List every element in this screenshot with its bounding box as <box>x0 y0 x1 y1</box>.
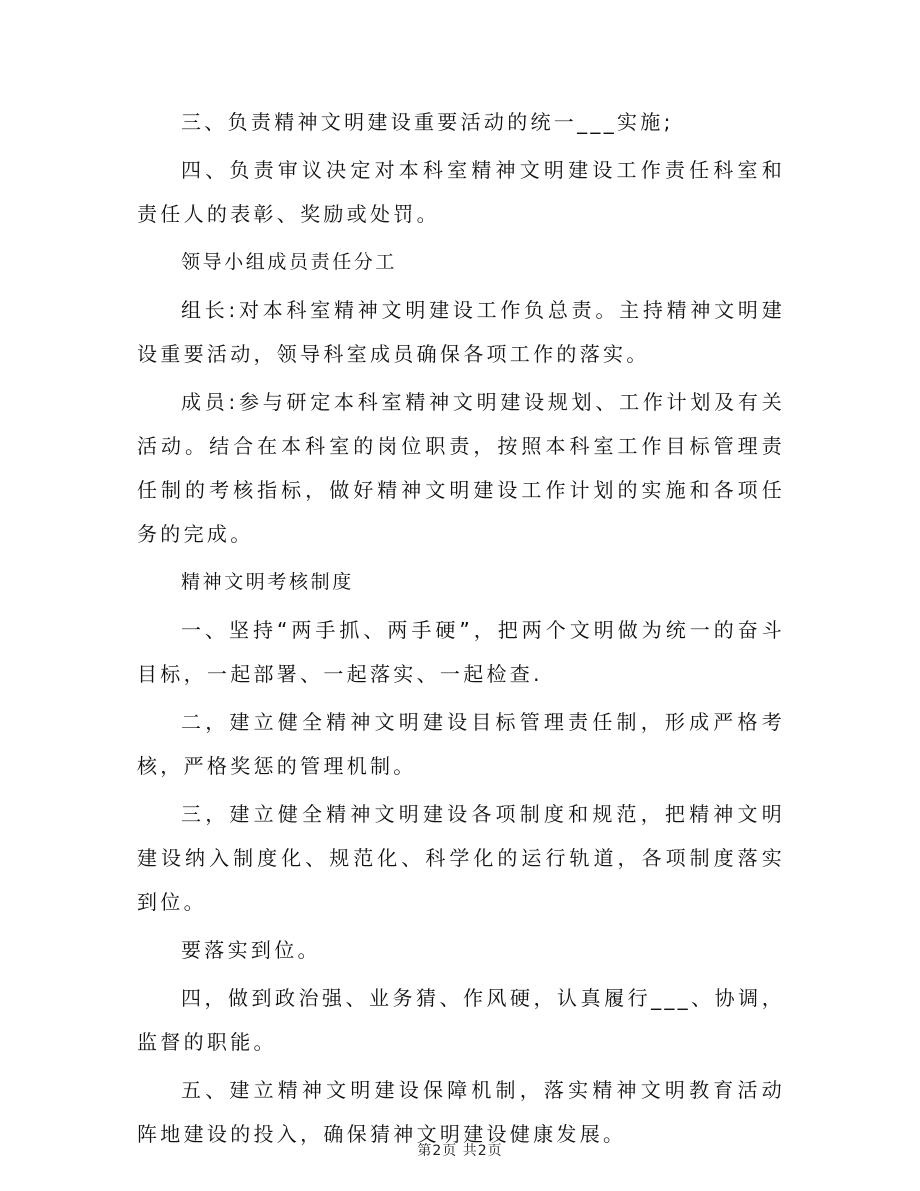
paragraph-rule-1: 一、坚持“两手抓、两手硬”，把两个文明做为统一的奋斗目标，一起部署、一起落实、一起检查. <box>137 618 785 686</box>
section-heading-system: 精神文明考核制度 <box>181 571 354 593</box>
paragraph-member: 成员:参与研定本科室精神文明建设规划、工作计划及有关活动。结合在本科室的岗位职责，按照本科室工作目标管理责任制的考核指标，做好精神文明建设工作计划的实施和各项任务的完成。 <box>137 390 785 546</box>
section-heading-division: 领导小组成员责任分工 <box>181 251 398 273</box>
paragraph-leader: 组长:对本科室精神文明建设工作负总责。主持精神文明建设重要活动，领导科室成员确保各项工作的落实。 <box>137 298 785 366</box>
paragraph-rule-5: 五、建立精神文明建设保障机制，落实精神文明教育活动阵地建设的投入，确保猜神文明建设健康发展。 <box>137 1078 785 1146</box>
paragraph-rule-3: 三，建立健全精神文明建设各项制度和规范，把精神文明建设纳入制度化、规范化、科学化的运行轨道，各项制度落实到位。 <box>137 802 785 914</box>
document-body <box>137 100 785 1160</box>
paragraph-rule-4: 四，做到政治强、业务猜、作风硬，认真履行___、协调，监督的职能。 <box>137 986 785 1054</box>
paragraph-rule-3-cont: 要落实到位。 <box>181 938 321 962</box>
paragraph-duty-3: 三、负责精神文明建设重要活动的统一___实施; <box>181 110 674 134</box>
paragraph-duty-4: 四、负责审议决定对本科室精神文明建设工作责任科室和责任人的表彰、奖励或处罚。 <box>137 158 785 226</box>
paragraph-rule-2: 二，建立健全精神文明建设目标管理责任制，形成严格考核，严格奖惩的管理机制。 <box>137 710 785 778</box>
page-number-footer: 第2页 共2页 <box>417 1143 503 1159</box>
